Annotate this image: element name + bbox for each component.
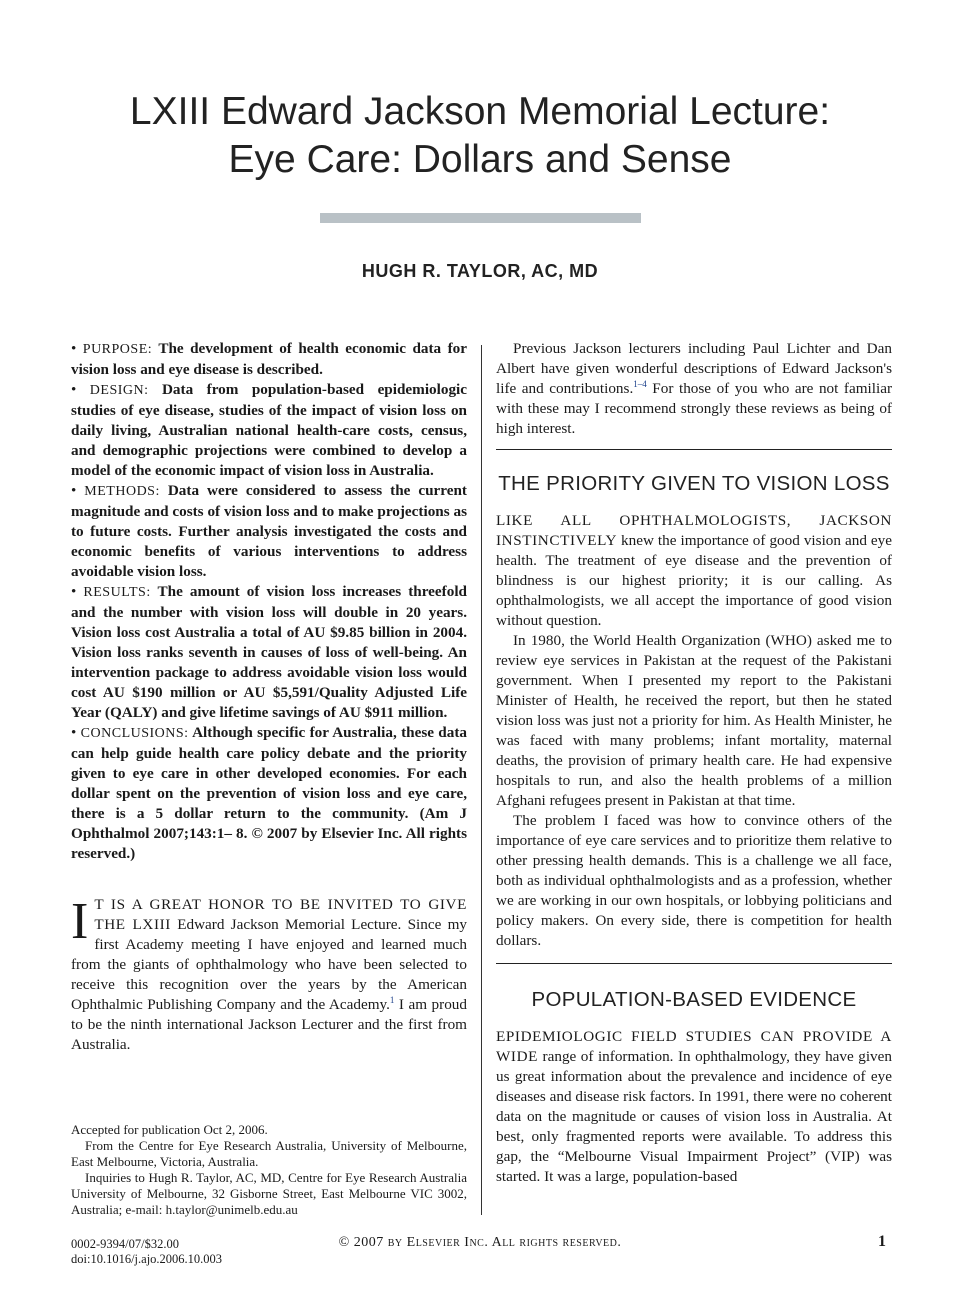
left-column xyxy=(71,339,467,1055)
results-text: The amount of vision loss increases threefold and the number with vision loss will double in 20 years. Vision loss cost Australia a total of AU $9.85 billion in 2004. Vision loss ranks seventh in causes of loss of well-being. An intervention package to address avoidable vision loss would cost AU $190 million or AU $5,591/Quality Adjusted Life Year (QALY) and give lifetime savings of AU $911 million. xyxy=(71,583,467,721)
title-rule xyxy=(320,213,641,223)
reference-link[interactable]: 1 xyxy=(389,994,395,1005)
footnote-affiliation: From the Centre for Eye Research Australia, University of Melbourne, East Melbourne, Victoria, Australia. xyxy=(71,1138,467,1169)
methods-text: Data were considered to assess the current magnitude and costs of vision loss and to make projections as to future costs. Further analysis investigated the costs and economic benefits of various interventions to address avoidable vision loss. xyxy=(71,482,467,580)
conclusions-text: Although specific for Australia, these data can help guide health care policy debate and the priority given to eye care in other developed economies. For each dollar spent on the prevention of vision loss and eye care, there is a 5 dollar return to the community. (Am J Ophthalmol 2007;143:1– 8. © 2007 by Elsevier Inc. All rights reserved.) xyxy=(71,724,467,862)
paragraph-problem: The problem I faced was how to convince others of the importance of eye care services and to prioritize them relative to other pressing health demands. This is a challenge we all face, both as individual ophthalmologists and as a profession, whether we are working in our own hospitals, or lobbying politicians and policy makers. On every side, there is competition for health dollars. xyxy=(496,812,892,949)
conclusions-label: CONCLUSIONS: xyxy=(80,726,189,741)
paragraph-calling xyxy=(496,511,892,631)
section-heading-population: POPULATION-BASED EVIDENCE xyxy=(531,988,857,1011)
paragraph-smallcaps: EPIDEMIOLOGIC FIELD STUDIES CAN PROVIDE A WIDE xyxy=(496,1028,892,1065)
intro-paragraph xyxy=(71,895,467,1055)
footnote-inquiries: Inquiries to Hugh R. Taylor, AC, MD, Centre for Eye Research Australia University of Melbourne, 32 Gisborne Street, East Melbourne VIC 3002, Australia; e-mail: h.taylor@unimelb.edu.au xyxy=(71,1170,467,1217)
paragraph-previous-lecturers xyxy=(496,339,892,439)
intro-text-a: Edward Jackson Memorial Lecture. Since my first Academy meeting I have enjoyed and learned much from the giants of ophthalmology who have been selected to receive this recognition over the years by the American Ophthalmic Publishing Company and the Academy. xyxy=(71,916,467,1013)
methods-label: METHODS: xyxy=(84,484,160,499)
title-line-2: Eye Care: Dollars and Sense xyxy=(228,138,732,181)
author-name: HUGH R. TAYLOR, AC, MD xyxy=(361,261,599,281)
right-column xyxy=(496,339,892,1187)
page-number: 1 xyxy=(878,1233,886,1250)
purpose-label: PURPOSE: xyxy=(82,342,153,357)
design-text: Data from population-based epidemiologic studies of eye disease, studies of the impact of vision loss on daily living, Australian national health-care costs, census, and demographic projections were combined to develop a model of the economic impact of vision loss in Australia. xyxy=(71,381,467,479)
article-title xyxy=(0,88,960,184)
abstract-purpose xyxy=(71,339,467,380)
footer-copyright: © 2007 by Elsevier Inc. All rights reserved. xyxy=(338,1235,622,1250)
footnote-accepted: Accepted for publication Oct 2, 2006. xyxy=(71,1122,268,1137)
footnote xyxy=(71,1122,467,1218)
bullet-glyph: • xyxy=(71,724,77,741)
paragraph-smallcaps: LIKE ALL OPHTHALMOLOGISTS, JACKSON INSTINCTIVELY xyxy=(496,512,892,549)
footer-issn: 0002-9394/07/$32.00 xyxy=(71,1237,179,1251)
results-label: RESULTS: xyxy=(83,585,151,600)
footer-doi: doi:10.1016/j.ajo.2006.10.003 xyxy=(71,1252,223,1266)
column-divider xyxy=(481,345,482,1215)
section-rule xyxy=(496,963,892,964)
abstract-conclusions xyxy=(71,723,467,864)
abstract-design xyxy=(71,380,467,481)
paragraph-text: range of information. In ophthalmology, they have given us great information about the prevalence and incidence of eye diseases and disease risk factors. In 1991, there were no coherent data on the magnitude or causes of vision loss in Australia. At best, only fragmented reports were available. To address this gap, the “Melbourne Visual Impairment Project” (VIP) was started. It was a large, population-based xyxy=(496,1048,892,1185)
title-line-1: LXIII Edward Jackson Memorial Lecture: xyxy=(129,90,831,133)
bullet-glyph: • xyxy=(71,381,77,398)
purpose-text: The development of health economic data for vision loss and eye disease is described. xyxy=(71,340,467,378)
bullet-glyph: • xyxy=(71,340,77,357)
paragraph-epidemiology xyxy=(496,1027,892,1187)
design-label: DESIGN: xyxy=(89,383,149,398)
section-heading-priority: THE PRIORITY GIVEN TO VISION LOSS xyxy=(498,472,890,495)
abstract-methods xyxy=(71,481,467,582)
paragraph-pakistan: In 1980, the World Health Organization (WHO) asked me to review eye services in Pakistan at the request of the Pakistani government. When I presented my report to the Pakistani Minister of Health, he received the report, but then he stated vision loss was just not a priority for him. As Health Minister, he was faced with many problems; infant mortality, maternal deaths, the provision of primary health care. He had expensive hospitals to run, and also the health problems of a million Afghani refugees present in Pakistan at that time. xyxy=(496,632,892,809)
bullet-glyph: • xyxy=(71,583,77,600)
abstract-results xyxy=(71,582,467,723)
intro-text-b: I am proud to be the ninth international Jackson Lecturer and the first from Australia. xyxy=(71,996,467,1053)
abstract xyxy=(71,339,467,864)
paragraph-text: knew the importance of good vision and eye health. The treatment of eye disease and the prevention of blindness is our highest priority; it is our calling. As ophthalmologists, we all accept the importance of good vision without question. xyxy=(496,532,892,629)
drop-cap: I xyxy=(71,893,89,950)
paragraph-text: Previous Jackson lecturers including Paul Lichter and Dan Albert have given wonderful descriptions of Edward Jackson's life and contributions. xyxy=(496,340,892,397)
bullet-glyph: • xyxy=(71,482,77,499)
section-rule xyxy=(496,449,892,450)
reference-link[interactable]: 1–4 xyxy=(633,378,647,389)
paragraph-text: For those of you who are not familiar with these may I recommend strongly these reviews as being of high interest. xyxy=(496,380,892,437)
intro-smallcaps: T IS A GREAT HONOR TO BE INVITED TO GIVE THE LXIII xyxy=(94,896,467,933)
